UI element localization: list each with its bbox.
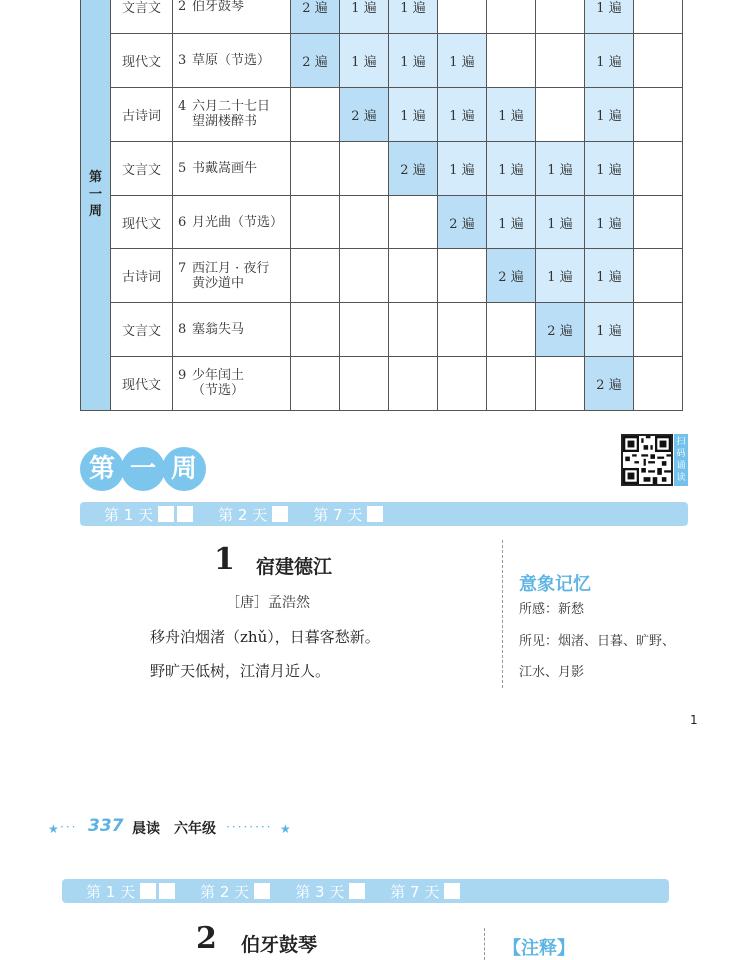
reading-count-cell: 1 遍 bbox=[438, 88, 487, 142]
reading-count-cell bbox=[487, 357, 536, 411]
lesson-title-line: 月光曲（节选） bbox=[192, 214, 284, 230]
reading-count-cell: 1 遍 bbox=[438, 141, 487, 195]
schedule-row bbox=[81, 141, 683, 195]
reading-count-cell bbox=[438, 0, 487, 34]
day-item bbox=[390, 881, 463, 902]
lesson-title-line: 望湖楼醉书 bbox=[192, 114, 258, 130]
genre-cell: 现代文 bbox=[111, 195, 173, 249]
lesson-title-cell bbox=[173, 195, 291, 249]
qr-code-block[interactable] bbox=[621, 434, 687, 486]
lesson-number: 4 bbox=[178, 99, 187, 115]
lesson-number: 6 bbox=[178, 214, 187, 230]
reading-count-cell: 1 遍 bbox=[438, 34, 487, 88]
week-label-char: 第 bbox=[88, 170, 102, 186]
reading-count-cell: 2 遍 bbox=[487, 249, 536, 303]
reading-count-cell bbox=[536, 88, 585, 142]
reading-count-cell: 2 遍 bbox=[585, 357, 634, 411]
lesson-number: 8 bbox=[178, 322, 187, 338]
reading-count-cell bbox=[291, 303, 340, 357]
reading-count-cell: 1 遍 bbox=[389, 34, 438, 88]
day-checkbox[interactable] bbox=[159, 883, 175, 899]
lesson-title-line: 书戴嵩画牛 bbox=[192, 160, 258, 176]
schedule-row bbox=[81, 249, 683, 303]
qr-tab-char: 码 bbox=[676, 449, 686, 459]
reading-count-cell: 1 遍 bbox=[487, 141, 536, 195]
lesson-title-line: （节选） bbox=[192, 383, 245, 399]
book-brand bbox=[48, 816, 308, 840]
qr-tab-char: 诵 bbox=[676, 461, 686, 471]
reading-count-cell bbox=[389, 303, 438, 357]
day-item bbox=[104, 504, 196, 525]
reading-count-cell bbox=[634, 357, 683, 411]
reading-count-cell bbox=[340, 195, 389, 249]
column-divider bbox=[502, 540, 503, 688]
week-heading bbox=[80, 447, 210, 491]
reading-count-cell: 1 遍 bbox=[585, 195, 634, 249]
day-label: 第 7 天 bbox=[390, 882, 440, 901]
lesson-number: 5 bbox=[178, 160, 187, 176]
lesson-title-line: 西江月 · 夜行 bbox=[192, 260, 270, 276]
poem-title: 伯牙鼓琴 bbox=[241, 934, 318, 956]
lesson-number: 3 bbox=[178, 53, 187, 69]
qr-tab-char: 读 bbox=[676, 473, 686, 483]
genre-cell: 古诗词 bbox=[111, 249, 173, 303]
reading-count-cell bbox=[340, 141, 389, 195]
reading-count-cell: 2 遍 bbox=[438, 195, 487, 249]
reading-count-cell bbox=[389, 357, 438, 411]
reading-count-cell: 1 遍 bbox=[585, 0, 634, 34]
day-checkbox[interactable] bbox=[272, 506, 288, 522]
lesson-title-cell bbox=[173, 249, 291, 303]
qr-tab-char: 扫 bbox=[676, 437, 686, 447]
reading-count-cell bbox=[291, 88, 340, 142]
day-checklist-bar bbox=[80, 502, 688, 526]
genre-cell: 文言文 bbox=[111, 0, 173, 34]
genre-cell: 文言文 bbox=[111, 303, 173, 357]
schedule-row bbox=[81, 357, 683, 411]
lesson-number: 7 bbox=[178, 260, 187, 276]
day-label: 第 2 天 bbox=[218, 505, 268, 524]
page-number: 1 bbox=[690, 713, 698, 727]
reading-count-cell bbox=[536, 34, 585, 88]
reading-count-cell: 1 遍 bbox=[536, 141, 585, 195]
poem-author: ［唐］孟浩然 bbox=[226, 595, 310, 611]
day-checkbox[interactable] bbox=[349, 883, 365, 899]
day-checkbox[interactable] bbox=[367, 506, 383, 522]
poem-number: 1 bbox=[214, 542, 235, 577]
reading-count-cell: 1 遍 bbox=[585, 249, 634, 303]
reading-count-cell bbox=[634, 195, 683, 249]
lesson-title-cell bbox=[173, 34, 291, 88]
lesson-title-line: 草原（节选） bbox=[192, 53, 271, 69]
reading-count-cell: 1 遍 bbox=[487, 88, 536, 142]
day-checkbox[interactable] bbox=[254, 883, 270, 899]
day-item bbox=[313, 504, 386, 525]
imagery-line: 所见：烟渚、日暮、旷野、 bbox=[519, 634, 676, 649]
dots-decoration: ··· bbox=[60, 820, 78, 834]
day-label: 第 7 天 bbox=[313, 505, 363, 524]
reading-count-cell bbox=[291, 195, 340, 249]
reading-count-cell bbox=[389, 195, 438, 249]
reading-count-cell: 1 遍 bbox=[389, 88, 438, 142]
lesson-title-cell bbox=[173, 303, 291, 357]
lesson-title-line: 伯牙鼓琴 bbox=[192, 0, 245, 15]
star-icon: ★ bbox=[48, 822, 59, 836]
dots-decoration: ········ bbox=[226, 820, 273, 834]
brand-name: 晨读 bbox=[132, 821, 160, 837]
reading-count-cell bbox=[634, 249, 683, 303]
reading-count-cell: 2 遍 bbox=[536, 303, 585, 357]
reading-count-cell bbox=[536, 0, 585, 34]
qr-tab[interactable] bbox=[674, 434, 688, 486]
genre-cell: 现代文 bbox=[111, 357, 173, 411]
week-label-char: 一 bbox=[88, 187, 102, 203]
reading-count-cell bbox=[291, 141, 340, 195]
lesson-title-line: 黄沙道中 bbox=[192, 275, 245, 291]
poem-number: 2 bbox=[196, 921, 217, 956]
day-checkbox[interactable] bbox=[158, 506, 174, 522]
reading-count-cell: 2 遍 bbox=[291, 0, 340, 34]
week-heading-char: 一 bbox=[121, 447, 165, 491]
reading-count-cell bbox=[487, 303, 536, 357]
day-item bbox=[86, 881, 178, 902]
day-checkbox[interactable] bbox=[444, 883, 460, 899]
day-label: 第 1 天 bbox=[104, 505, 154, 524]
genre-cell: 现代文 bbox=[111, 34, 173, 88]
week-heading-char: 第 bbox=[80, 447, 124, 491]
schedule-row bbox=[81, 0, 683, 34]
reading-count-cell bbox=[634, 0, 683, 34]
imagery-heading: 意象记忆 bbox=[519, 574, 591, 595]
poem-title: 宿建德江 bbox=[256, 556, 333, 578]
reading-count-cell bbox=[340, 357, 389, 411]
schedule-row bbox=[81, 34, 683, 88]
schedule-row bbox=[81, 88, 683, 142]
reading-count-cell: 1 遍 bbox=[536, 195, 585, 249]
reading-count-cell: 1 遍 bbox=[585, 141, 634, 195]
lesson-title-line: 六月二十七日 bbox=[192, 99, 271, 115]
week-heading-char: 周 bbox=[162, 447, 206, 491]
lesson-title-cell bbox=[173, 357, 291, 411]
day-label: 第 2 天 bbox=[200, 882, 250, 901]
day-item bbox=[218, 504, 291, 525]
reading-count-cell: 1 遍 bbox=[389, 0, 438, 34]
lesson-title-cell bbox=[173, 88, 291, 142]
schedule-row bbox=[81, 195, 683, 249]
imagery-line: 江水、月影 bbox=[519, 665, 585, 680]
poem-line: 移舟泊烟渚（zhǔ），日暮客愁新。 bbox=[150, 628, 380, 646]
reading-count-cell bbox=[389, 249, 438, 303]
brand-number: 337 bbox=[88, 816, 124, 836]
lesson-number: 2 bbox=[178, 0, 187, 15]
reading-count-cell: 1 遍 bbox=[536, 249, 585, 303]
reading-count-cell bbox=[634, 88, 683, 142]
lesson-title-line: 塞翁失马 bbox=[192, 322, 245, 338]
reading-count-cell bbox=[438, 249, 487, 303]
reading-count-cell: 2 遍 bbox=[340, 88, 389, 142]
day-label: 第 3 天 bbox=[295, 882, 345, 901]
genre-cell: 文言文 bbox=[111, 141, 173, 195]
genre-cell: 古诗词 bbox=[111, 88, 173, 142]
reading-schedule-table bbox=[80, 0, 683, 411]
brand-grade: 六年级 bbox=[174, 821, 216, 837]
reading-count-cell bbox=[487, 0, 536, 34]
day-checklist-bar bbox=[62, 879, 669, 903]
day-item bbox=[295, 881, 368, 902]
reading-count-cell bbox=[634, 141, 683, 195]
reading-count-cell: 1 遍 bbox=[487, 195, 536, 249]
day-label: 第 1 天 bbox=[86, 882, 136, 901]
reading-count-cell bbox=[291, 357, 340, 411]
reading-count-cell bbox=[340, 303, 389, 357]
star-icon: ★ bbox=[280, 822, 291, 836]
reading-count-cell: 1 遍 bbox=[585, 34, 634, 88]
reading-count-cell: 1 遍 bbox=[340, 0, 389, 34]
qr-code-icon[interactable] bbox=[621, 434, 673, 486]
imagery-line: 所感：新愁 bbox=[519, 602, 585, 617]
notes-heading: 【注释】 bbox=[503, 938, 575, 959]
lesson-title-cell bbox=[173, 141, 291, 195]
day-checkbox[interactable] bbox=[140, 883, 156, 899]
reading-count-cell bbox=[634, 303, 683, 357]
poem-line: 野旷天低树，江清月近人。 bbox=[150, 662, 331, 680]
reading-count-cell: 1 遍 bbox=[585, 88, 634, 142]
lesson-number: 9 bbox=[178, 368, 187, 384]
reading-count-cell bbox=[340, 249, 389, 303]
reading-count-cell bbox=[536, 357, 585, 411]
week-label-char: 周 bbox=[88, 204, 102, 220]
reading-count-cell: 2 遍 bbox=[291, 34, 340, 88]
reading-count-cell bbox=[487, 34, 536, 88]
week-label-cell bbox=[81, 0, 111, 410]
reading-count-cell bbox=[291, 249, 340, 303]
reading-count-cell: 2 遍 bbox=[389, 141, 438, 195]
reading-count-cell bbox=[634, 34, 683, 88]
lesson-title-line: 少年闰土 bbox=[192, 368, 245, 384]
reading-count-cell bbox=[438, 357, 487, 411]
schedule-row bbox=[81, 303, 683, 357]
reading-count-cell: 1 遍 bbox=[585, 303, 634, 357]
lesson-title-cell bbox=[173, 0, 291, 34]
reading-count-cell: 1 遍 bbox=[340, 34, 389, 88]
reading-count-cell bbox=[438, 303, 487, 357]
day-item bbox=[200, 881, 273, 902]
day-checkbox[interactable] bbox=[177, 506, 193, 522]
notes-section bbox=[484, 928, 684, 960]
